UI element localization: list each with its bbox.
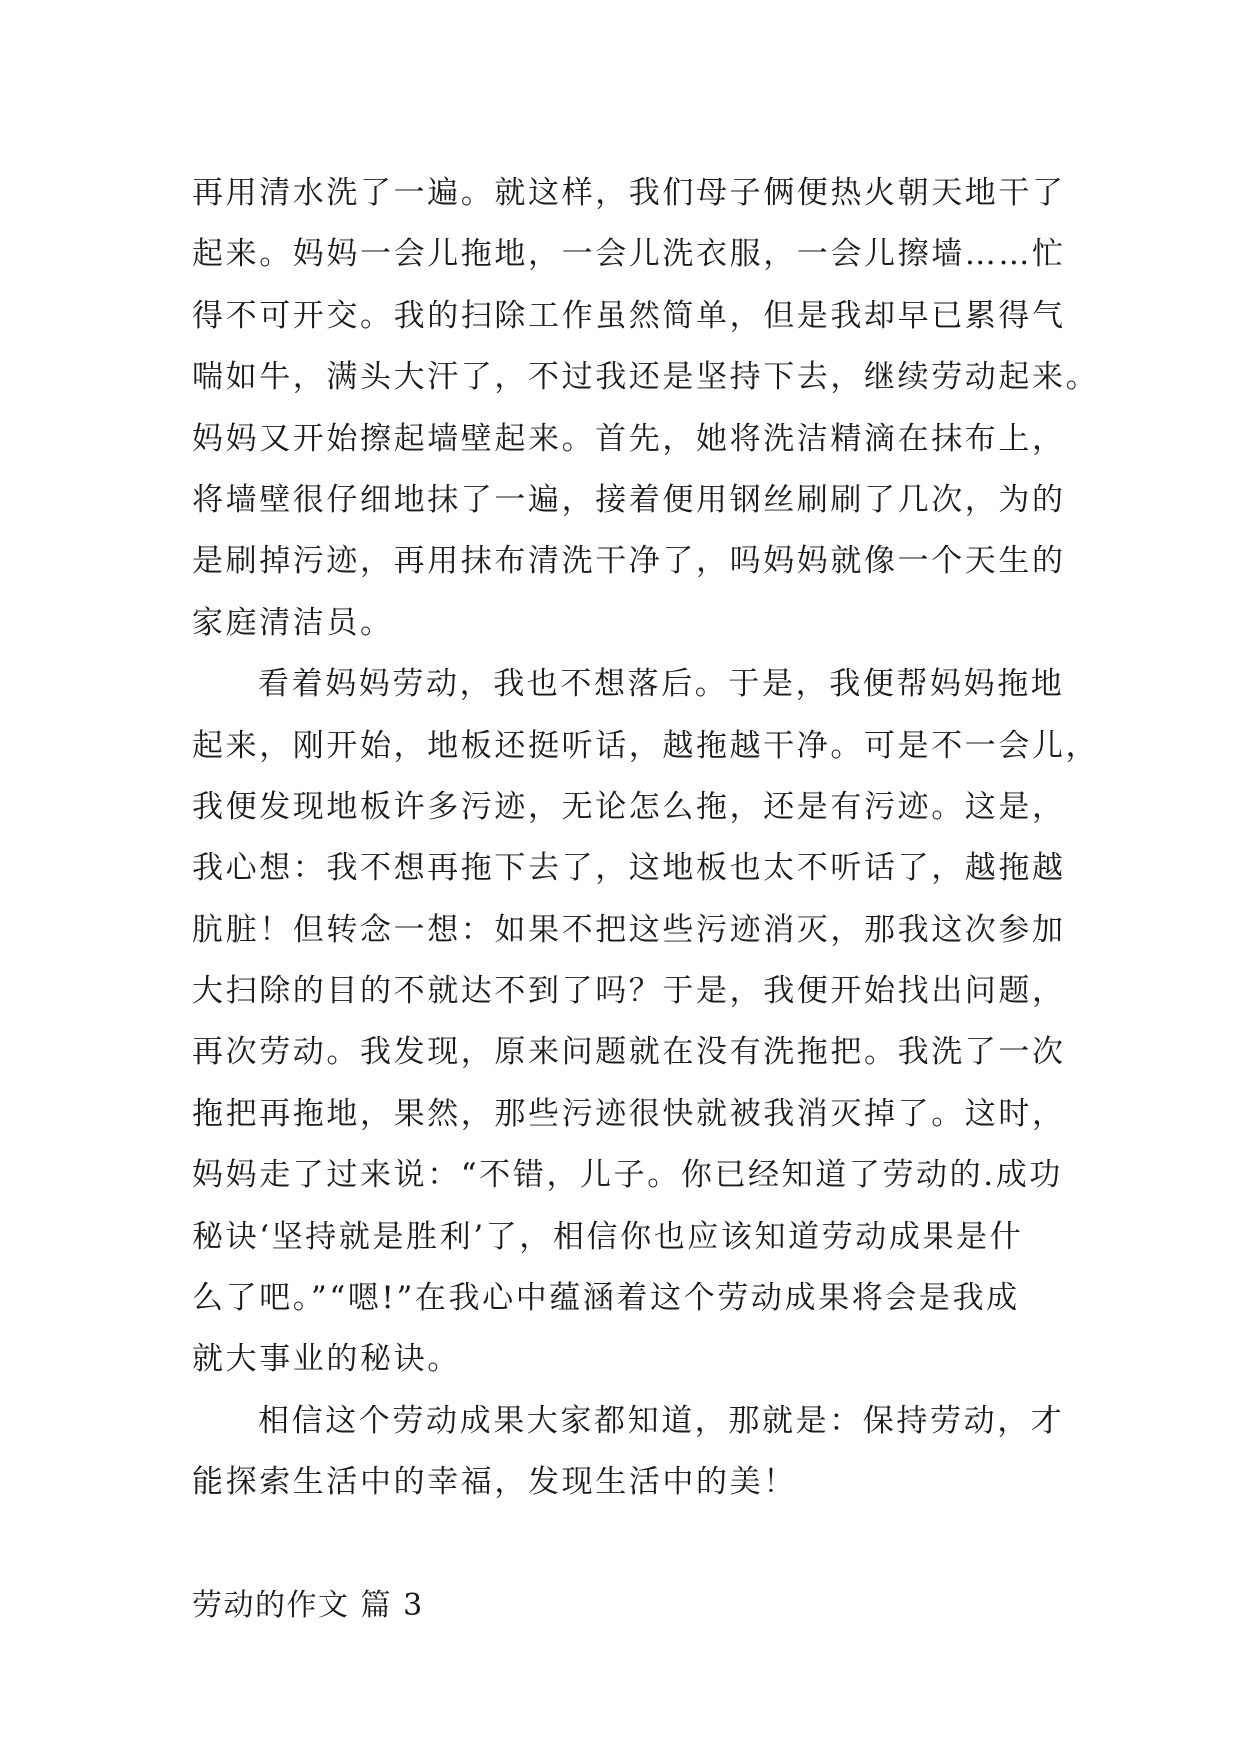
text-line: 是刷掉污迹，再用抹布清洗干净了，吗妈妈就像一个天生的: [192, 543, 1066, 580]
text-line: 大扫除的目的不就达不到了吗？于是，我便开始找出问题，: [192, 973, 1066, 1010]
text-line: 妈妈又开始擦起墙壁起来。首先，她将洗洁精滴在抹布上，: [192, 420, 1066, 457]
paragraph-1: [192, 163, 1100, 654]
section-heading: 劳动的作文 篇 3: [192, 1587, 424, 1623]
text-line: 再用清水洗了一遍。就这样，我们母子俩便热火朝天地干了: [192, 175, 1066, 211]
text-line: 么了吧。”“嗯!”在我心中蕴涵着这个劳动成果将会是我成: [192, 1280, 1020, 1317]
text-line: 家庭清洁员。: [192, 604, 394, 641]
text-line: 我心想：我不想再拖下去了，这地板也太不听话了，越拖越: [192, 850, 1066, 887]
paragraph-3: [192, 1391, 1065, 1514]
text-line: 妈妈走了过来说：“不错，儿子。你已经知道了劳动的.成功: [192, 1157, 1063, 1194]
text-line: 将墙壁很仔细地抹了一遍，接着便用钢丝刷刷了几次，为的: [192, 481, 1066, 518]
document-page: [192, 163, 1100, 1636]
text-line: 拖把再拖地，果然，那些污迹很快就被我消灭掉了。这时，: [192, 1095, 1066, 1132]
text-line: 就大事业的秘诀。: [192, 1341, 461, 1378]
text-line: 能探索生活中的幸福，发现生活中的美！: [192, 1464, 797, 1501]
text-line: 喘如牛，满头大汗了，不过我还是坚持下去，继续劳动起来。: [192, 359, 1100, 396]
text-line: 再次劳动。我发现，原来问题就在没有洗拖把。我洗了一次: [192, 1034, 1066, 1071]
text-line: 起来。妈妈一会儿拖地，一会儿洗衣服，一会儿擦墙……忙: [192, 236, 1066, 273]
text-line: 起来，刚开始，地板还挺听话，越拖越干净。可是不一会儿，: [192, 727, 1100, 764]
text-line: 秘诀‘坚持就是胜利’了，相信你也应该知道劳动成果是什: [192, 1218, 1024, 1255]
spacer: [192, 1514, 1062, 1575]
text-line: 肮脏！但转念一想：如果不把这些污迹消灭，那我这次参加: [192, 911, 1066, 948]
text-line: 我便发现地板许多污迹，无论怎么拖，还是有污迹。这是，: [192, 788, 1066, 825]
text-line: 得不可开交。我的扫除工作虽然简单，但是我却早已累得气: [192, 297, 1066, 334]
paragraph-2: [192, 654, 1100, 1391]
text-line: 相信这个劳动成果大家都知道，那就是：保持劳动，才: [258, 1402, 1065, 1439]
text-line: 看着妈妈劳动，我也不想落后。于是，我便帮妈妈拖地: [258, 666, 1065, 703]
